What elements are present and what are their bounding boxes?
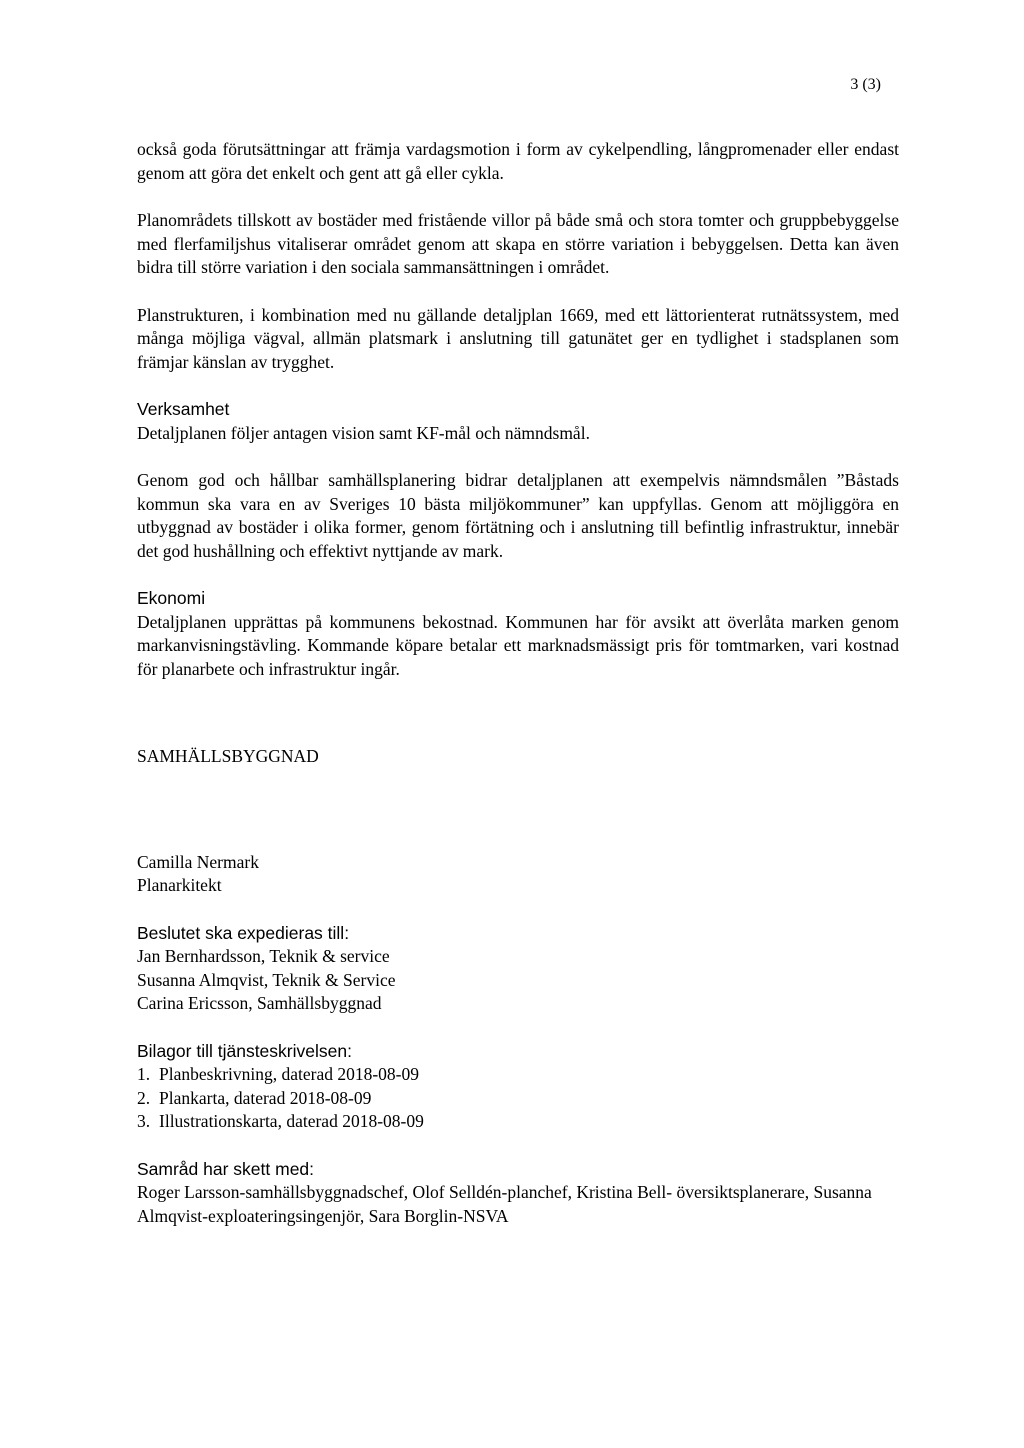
attachment-number: 2.	[137, 1087, 151, 1108]
signature-title: Planarkitekt	[137, 875, 222, 895]
recipient-item: Jan Bernhardsson, Teknik & service	[137, 946, 390, 966]
attachment-number: 1.	[137, 1064, 151, 1084]
page-number: 3 (3)	[850, 76, 881, 93]
recipient-item: Susanna Almqvist, Teknik & Service	[137, 969, 396, 990]
attachment-text: Planbeskrivning, daterad 2018-08-09	[159, 1064, 420, 1084]
attachment-list	[137, 1063, 899, 1134]
paragraph-vardagsmotion: också goda förutsättningar att främja vardagsmotion i form av cykelpendling, långpromenader eller endast genom att göra det enkelt och gent att gå eller cykla.	[137, 139, 899, 183]
attachment-number: 3.	[137, 1111, 151, 1131]
attachment-item	[137, 1063, 899, 1087]
paragraph-verksamhet-1: Detaljplanen följer antagen vision samt KF-mål och nämndsmål.	[137, 422, 590, 443]
signature-block	[137, 851, 899, 898]
attachment-text: Illustrationskarta, daterad 2018-08-09	[159, 1111, 424, 1131]
samrad-text: Roger Larsson-samhällsbyggnadschef, Olof Selldén-planchef, Kristina Bell- översiktsplanerare, Susanna Almqvist-exploateringsingenjör, Sara Borglin-NSVA	[137, 1182, 872, 1226]
attachment-item	[137, 1110, 899, 1134]
heading-verksamhet: Verksamhet	[137, 399, 230, 419]
department-name: SAMHÄLLSBYGGNAD	[137, 746, 319, 766]
attachment-item	[137, 1087, 899, 1111]
heading-ekonomi: Ekonomi	[137, 588, 206, 608]
bilagor-heading: Bilagor till tjänsteskrivelsen:	[137, 1040, 352, 1061]
signature-name: Camilla Nermark	[137, 851, 259, 872]
expedieras-heading: Beslutet ska expedieras till:	[137, 922, 350, 943]
paragraph-verksamhet-2: Genom god och hållbar samhällsplanering bidrar detaljplanen att exempelvis nämndsmålen ”Båstads kommun ska vara en av Sveriges 10 bästa miljökommuner” kan uppfyllas. Genom att möjliggöra en utbyggnad av bostäder i olika former, genom förtätning och i anslutning till befintlig infrastruktur, innebär det god hushållning och effektivt nyttjande av mark.	[137, 470, 899, 561]
expedieras-block	[137, 922, 899, 1016]
attachment-text: Plankarta, daterad 2018-08-09	[159, 1087, 372, 1108]
samrad-block	[137, 1158, 899, 1229]
paragraph-planstruktur: Planstrukturen, i kombination med nu gällande detaljplan 1669, med ett lättorienterat rutnätssystem, med många möjliga vägval, allmän platsmark i anslutning till gatunätet ger en tydlighet i stadsplanen som främjar känslan av trygghet.	[137, 304, 899, 372]
document-body	[137, 138, 899, 1228]
recipient-item: Carina Ericsson, Samhällsbyggnad	[137, 993, 382, 1013]
bilagor-block	[137, 1040, 899, 1134]
section-verksamhet	[137, 398, 899, 563]
paragraph-ekonomi: Detaljplanen upprättas på kommunens bekostnad. Kommunen har för avsikt att överlåta marken genom markanvisningstävling. Kommande köpare betalar ett marknadsmässigt pris för tomtmarken, vari kostnad för planarbete och infrastruktur ingår.	[137, 611, 899, 679]
paragraph-bostader: Planområdets tillskott av bostäder med fristående villor på både små och stora tomter och gruppbebyggelse med flerfamiljshus vitaliserar området genom att skapa en större variation i bebyggelsen. Detta kan även bidra till större variation i den sociala sammansättningen i området.	[137, 210, 899, 277]
samrad-heading: Samråd har skett med:	[137, 1158, 315, 1179]
section-ekonomi	[137, 587, 899, 681]
